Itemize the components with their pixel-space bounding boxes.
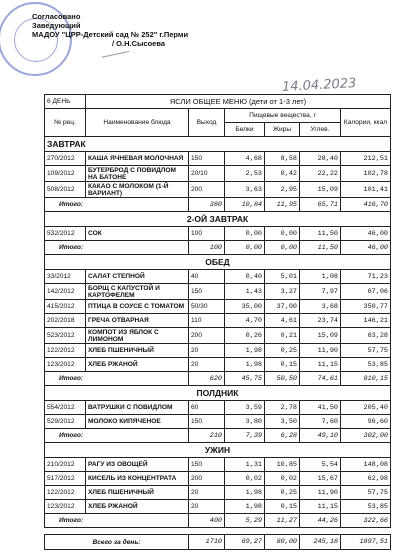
carb-value: 15,67: [300, 472, 341, 486]
fat-value: 0,15: [265, 358, 300, 372]
protein-value: 0,40: [225, 270, 265, 284]
dish-output: 20: [189, 486, 225, 500]
subtotal-kcal: 322,66: [341, 514, 391, 528]
subtotal-fat: 0,00: [265, 241, 300, 255]
recipe-number: 532/2012: [45, 227, 86, 241]
approval-line-2: Заведующий: [32, 21, 81, 30]
recipe-number: 554/2012: [45, 401, 86, 415]
handwritten-date: 14.04.2023: [281, 76, 357, 95]
table-row: [45, 486, 391, 500]
section-lunch: ОБЕД: [45, 255, 391, 270]
protein-value: 0,26: [225, 328, 265, 344]
kcal-value: 71,23: [341, 270, 391, 284]
kcal-value: 63,28: [341, 328, 391, 344]
protein-value: 4,70: [225, 314, 265, 328]
dish-name: ХЛЕБ ПШЕНИЧНЫЙ: [86, 344, 189, 358]
subtotal-label: Итого:: [45, 514, 189, 528]
protein-value: 35,00: [225, 300, 265, 314]
dish-output: 150: [189, 284, 225, 300]
dish-output: 150: [189, 415, 225, 429]
carb-value: 3,68: [300, 300, 341, 314]
day-total-fat: 80,00: [265, 535, 300, 550]
subtotal-carb: 65,71: [300, 198, 341, 212]
fat-value: 3,27: [265, 284, 300, 300]
subtotal-output: 380: [189, 198, 225, 212]
dish-output: 150: [189, 152, 225, 166]
kcal-value: 205,40: [341, 401, 391, 415]
table-row: [45, 500, 391, 514]
recipe-number: 122/2012: [45, 486, 86, 500]
dish-name: СОК: [86, 227, 189, 241]
day-total-row: [45, 535, 391, 550]
subtotal-label: Итого:: [45, 429, 189, 443]
recipe-number: 270/2012: [45, 152, 86, 166]
subtotal-kcal: 302,00: [341, 429, 391, 443]
dish-output: 40: [189, 270, 225, 284]
fat-value: 2,95: [265, 182, 300, 198]
approval-line-3: МАДОУ "ЦРР-Детский сад № 252" г.Перми: [32, 30, 189, 39]
col-kcal: Калории, ккал: [341, 109, 391, 137]
fat-value: 10,85: [265, 458, 300, 472]
recipe-number: 529/2012: [45, 415, 86, 429]
dish-name: САЛАТ СТЕПНОЙ: [86, 270, 189, 284]
dish-output: 200: [189, 328, 225, 344]
kcal-value: 350,77: [341, 300, 391, 314]
kcal-value: 57,75: [341, 344, 391, 358]
subtotal-fat: 6,28: [265, 429, 300, 443]
table-row: [45, 458, 391, 472]
recipe-number: 123/2012: [45, 500, 86, 514]
section-second-breakfast: 2-ОЙ ЗАВТРАК: [45, 212, 391, 227]
dish-name: ГРЕЧА ОТВАРНАЯ: [86, 314, 189, 328]
col-fat: Жиры: [265, 123, 300, 137]
protein-value: 1,31: [225, 458, 265, 472]
fat-value: 0,00: [265, 227, 300, 241]
protein-value: 1,98: [225, 358, 265, 372]
subtotal-row: [45, 514, 391, 528]
kcal-value: 46,00: [341, 227, 391, 241]
carb-value: 22,22: [300, 166, 341, 182]
day-total-output: 1710: [189, 535, 225, 550]
subtotal-carb: 44,26: [300, 514, 341, 528]
approval-line-4: / О.Н.Сысоева: [112, 39, 166, 48]
dish-name: КИСЕЛЬ ИЗ КОНЦЕНТРАТА: [86, 472, 189, 486]
carb-value: 23,74: [300, 314, 341, 328]
subtotal-output: 620: [189, 372, 225, 386]
kcal-value: 53,85: [341, 500, 391, 514]
recipe-number: 202/2018: [45, 314, 86, 328]
carb-value: 11,90: [300, 486, 341, 500]
carb-value: 41,50: [300, 401, 341, 415]
kcal-value: 57,75: [341, 486, 391, 500]
fat-value: 0,25: [265, 486, 300, 500]
carb-value: 15,09: [300, 328, 341, 344]
recipe-number: 123/2012: [45, 358, 86, 372]
menu-table: [44, 94, 391, 550]
subtotal-kcal: 810,15: [341, 372, 391, 386]
table-row: [45, 401, 391, 415]
subtotal-row: [45, 198, 391, 212]
kcal-value: 53,85: [341, 358, 391, 372]
fat-value: 37,00: [265, 300, 300, 314]
subtotal-fat: 50,50: [265, 372, 300, 386]
section-dinner: УЖИН: [45, 443, 391, 458]
table-row: [45, 415, 391, 429]
recipe-number: 122/2012: [45, 344, 86, 358]
fat-value: 0,21: [265, 328, 300, 344]
carb-value: 11,50: [300, 227, 341, 241]
fat-value: 0,15: [265, 500, 300, 514]
carb-value: 11,15: [300, 500, 341, 514]
dish-name: ХЛЕБ ПШЕНИЧНЫЙ: [86, 486, 189, 500]
dish-output: 150: [189, 458, 225, 472]
subtotal-protein: 10,84: [225, 198, 265, 212]
recipe-number: 415/2012: [45, 300, 86, 314]
kcal-value: 67,06: [341, 284, 391, 300]
subtotal-kcal: 416,70: [341, 198, 391, 212]
fat-value: 0,25: [265, 344, 300, 358]
dish-output: 100: [189, 227, 225, 241]
kcal-value: 101,41: [341, 182, 391, 198]
fat-value: 8,58: [265, 152, 300, 166]
table-row: [45, 472, 391, 486]
protein-value: 2,53: [225, 166, 265, 182]
dish-name: РАГУ ИЗ ОВОЩЕЙ: [86, 458, 189, 472]
subtotal-output: 100: [189, 241, 225, 255]
subtotal-fat: 11,27: [265, 514, 300, 528]
menu-title: ЯСЛИ ОБЩЕЕ МЕНЮ (дети от 1-3 лет): [86, 95, 391, 109]
col-nutrients: Пищевые вещества, г: [225, 109, 341, 123]
carb-value: 7,97: [300, 284, 341, 300]
dish-name: ВАТРУШКИ С ПОВИДЛОМ: [86, 401, 189, 415]
subtotal-output: 400: [189, 514, 225, 528]
dish-output: 110: [189, 314, 225, 328]
section-snack: ПОЛДНИК: [45, 386, 391, 401]
recipe-number: 210/2012: [45, 458, 86, 472]
protein-value: 1,98: [225, 486, 265, 500]
dish-output: 20: [189, 358, 225, 372]
table-row: [45, 284, 391, 300]
subtotal-row: [45, 241, 391, 255]
kcal-value: 148,08: [341, 458, 391, 472]
dish-name: КАША ЯЧНЕВАЯ МОЛОЧНАЯ: [86, 152, 189, 166]
carb-value: 11,90: [300, 344, 341, 358]
dish-output: 20/10: [189, 166, 225, 182]
table-row: [45, 152, 391, 166]
recipe-number: 33/2012: [45, 270, 86, 284]
subtotal-protein: 5,29: [225, 514, 265, 528]
dish-name: БОРЩ С КАПУСТОЙ И КАРТОФЕЛЕМ: [86, 284, 189, 300]
dish-name: ХЛЕБ РЖАНОЙ: [86, 358, 189, 372]
protein-value: 4,68: [225, 152, 265, 166]
subtotal-label: Итого:: [45, 372, 189, 386]
table-row: [45, 227, 391, 241]
kcal-value: 62,98: [341, 472, 391, 486]
table-row: [45, 328, 391, 344]
carb-value: 1,08: [300, 270, 341, 284]
kcal-value: 212,51: [341, 152, 391, 166]
protein-value: 1,43: [225, 284, 265, 300]
protein-value: 3,80: [225, 415, 265, 429]
section-breakfast: ЗАВТРАК: [45, 137, 391, 152]
subtotal-label: Итого:: [45, 241, 189, 255]
protein-value: 1,98: [225, 500, 265, 514]
dish-name: БУТЕРБРОД С ПОВИДЛОМ НА БАТОНЕ: [86, 166, 189, 182]
recipe-number: 109/2012: [45, 166, 86, 182]
kcal-value: 96,60: [341, 415, 391, 429]
table-row: [45, 358, 391, 372]
subtotal-protein: 45,75: [225, 372, 265, 386]
fat-value: 2,78: [265, 401, 300, 415]
approval-line-1: Согласовано: [32, 12, 81, 21]
dish-output: 200: [189, 182, 225, 198]
spacer: [45, 528, 391, 535]
col-dish: Наименование блюда: [86, 109, 189, 137]
subtotal-protein: 0,00: [225, 241, 265, 255]
dish-name: МОЛОКО КИПЯЧЕНОЕ: [86, 415, 189, 429]
table-row: [45, 314, 391, 328]
col-protein: Белки: [225, 123, 265, 137]
table-row: [45, 270, 391, 284]
table-row: [45, 182, 391, 198]
col-recipe: № рец.: [45, 109, 86, 137]
recipe-number: 142/2012: [45, 284, 86, 300]
table-row: [45, 300, 391, 314]
fat-value: 3,50: [265, 415, 300, 429]
subtotal-carb: 11,50: [300, 241, 341, 255]
protein-value: 0,00: [225, 227, 265, 241]
subtotal-carb: 49,10: [300, 429, 341, 443]
dish-output: 20: [189, 500, 225, 514]
subtotal-row: [45, 429, 391, 443]
dish-name: ПТИЦА В СОУСЕ С ТОМАТОМ: [86, 300, 189, 314]
fat-value: 5,01: [265, 270, 300, 284]
carb-value: 15,09: [300, 182, 341, 198]
subtotal-kcal: 46,00: [341, 241, 391, 255]
protein-value: 3,59: [225, 401, 265, 415]
recipe-number: 523/2012: [45, 328, 86, 344]
day-total-carb: 245,18: [300, 535, 341, 550]
carb-value: 5,54: [300, 458, 341, 472]
carb-value: 11,15: [300, 358, 341, 372]
kcal-value: 102,78: [341, 166, 391, 182]
subtotal-label: Итого:: [45, 198, 189, 212]
subtotal-protein: 7,39: [225, 429, 265, 443]
dish-output: 60: [189, 401, 225, 415]
dish-name: КАКАО С МОЛОКОМ (1-Й ВАРИАНТ): [86, 182, 189, 198]
kcal-value: 146,21: [341, 314, 391, 328]
dish-name: КОМПОТ ИЗ ЯБЛОК С ЛИМОНОМ: [86, 328, 189, 344]
col-output: Выход: [189, 109, 225, 137]
table-row: [45, 344, 391, 358]
subtotal-fat: 11,95: [265, 198, 300, 212]
carb-value: 7,60: [300, 415, 341, 429]
col-carb: Углев.: [300, 123, 341, 137]
recipe-number: 517/2012: [45, 472, 86, 486]
day-label: 6 ДЕНЬ: [45, 95, 86, 109]
dish-output: 20: [189, 344, 225, 358]
fat-value: 0,42: [265, 166, 300, 182]
dish-output: 50/30: [189, 300, 225, 314]
recipe-number: 508/2012: [45, 182, 86, 198]
dish-output: 200: [189, 472, 225, 486]
dish-name: ХЛЕБ РЖАНОЙ: [86, 500, 189, 514]
day-total-kcal: 1897,51: [341, 535, 391, 550]
protein-value: 0,02: [225, 472, 265, 486]
day-total-label: Всего за день:: [45, 535, 189, 550]
protein-value: 1,98: [225, 344, 265, 358]
table-row: [45, 166, 391, 182]
day-total-protein: 69,27: [225, 535, 265, 550]
subtotal-output: 210: [189, 429, 225, 443]
protein-value: 3,63: [225, 182, 265, 198]
carb-value: 28,40: [300, 152, 341, 166]
fat-value: 0,02: [265, 472, 300, 486]
subtotal-carb: 74,61: [300, 372, 341, 386]
subtotal-row: [45, 372, 391, 386]
fat-value: 4,61: [265, 314, 300, 328]
